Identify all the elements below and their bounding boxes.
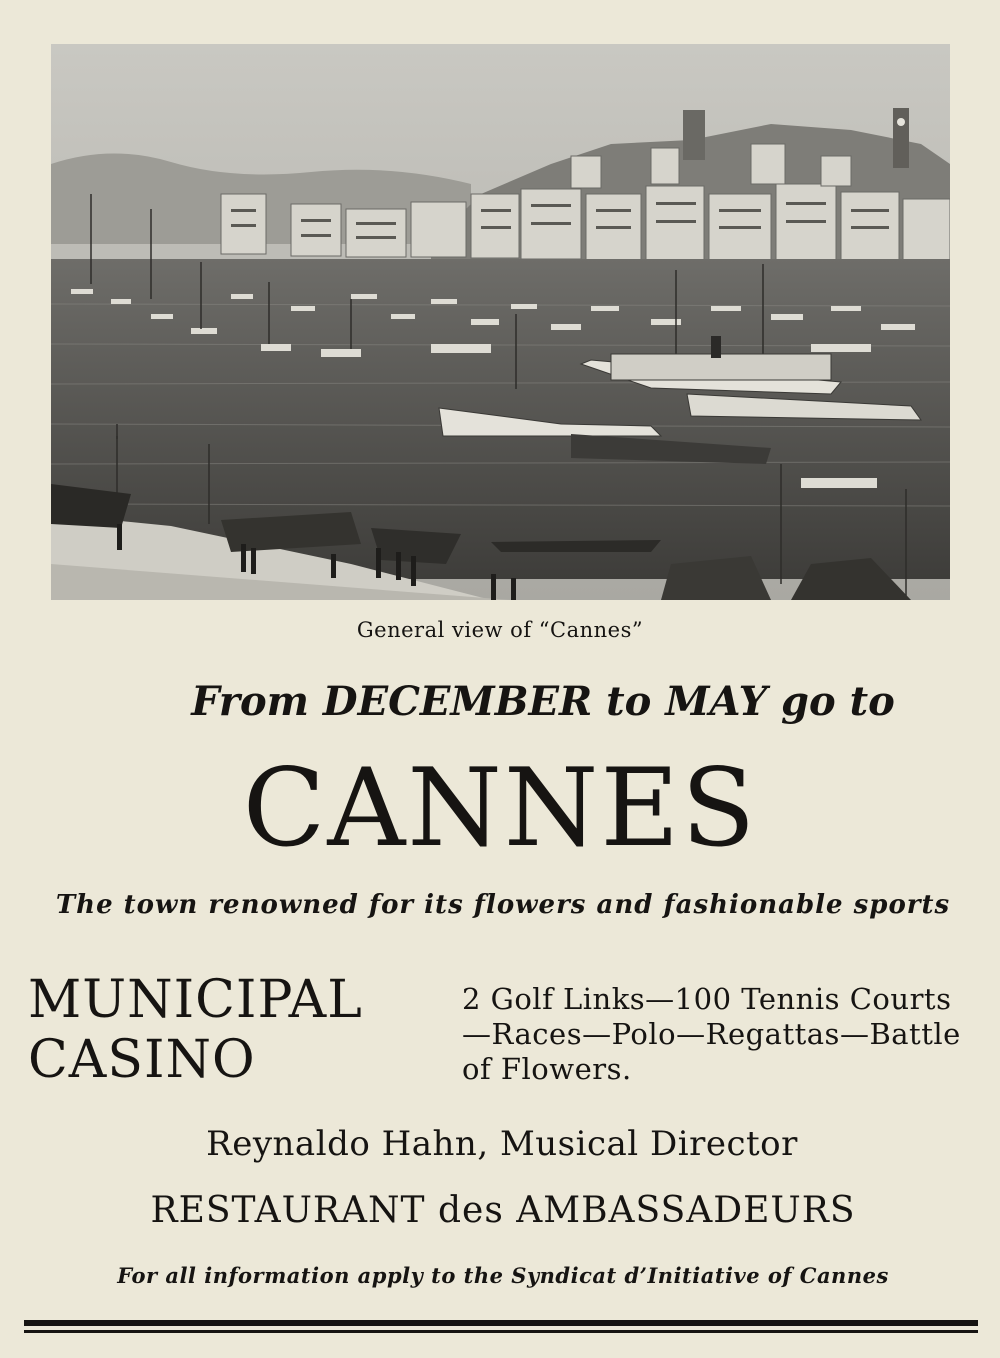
sports-line-2: —Races—Polo—Regattas—Battle	[462, 1017, 961, 1051]
headline: From DECEMBER to MAY go to	[191, 678, 895, 725]
footer-rule-thin	[24, 1330, 978, 1333]
tagline: The town renowned for its flowers and fashionable sports	[55, 890, 951, 920]
restaurant-name: RESTAURANT des AMBASSADEURS	[150, 1190, 856, 1231]
sports-line-3: of Flowers.	[462, 1052, 632, 1086]
musical-director: Reynaldo Hahn, Musical Director	[206, 1124, 798, 1164]
photo-caption: General view of “Cannes”	[356, 618, 644, 642]
information-line: For all information apply to the Syndicat d’Initiative of Cannes	[117, 1263, 889, 1288]
footer-rule-thick	[24, 1320, 978, 1326]
harbor-photo-illustration	[51, 44, 950, 600]
municipal-casino-heading	[28, 970, 448, 1090]
casino-line-1: MUNICIPAL	[28, 970, 363, 1030]
page-title: CANNES	[242, 746, 758, 871]
sports-line-1: 2 Golf Links—100 Tennis Courts	[462, 982, 952, 1016]
sports-list	[462, 982, 992, 1087]
harbor-photo	[51, 44, 950, 600]
casino-line-2: CASINO	[28, 1030, 256, 1090]
